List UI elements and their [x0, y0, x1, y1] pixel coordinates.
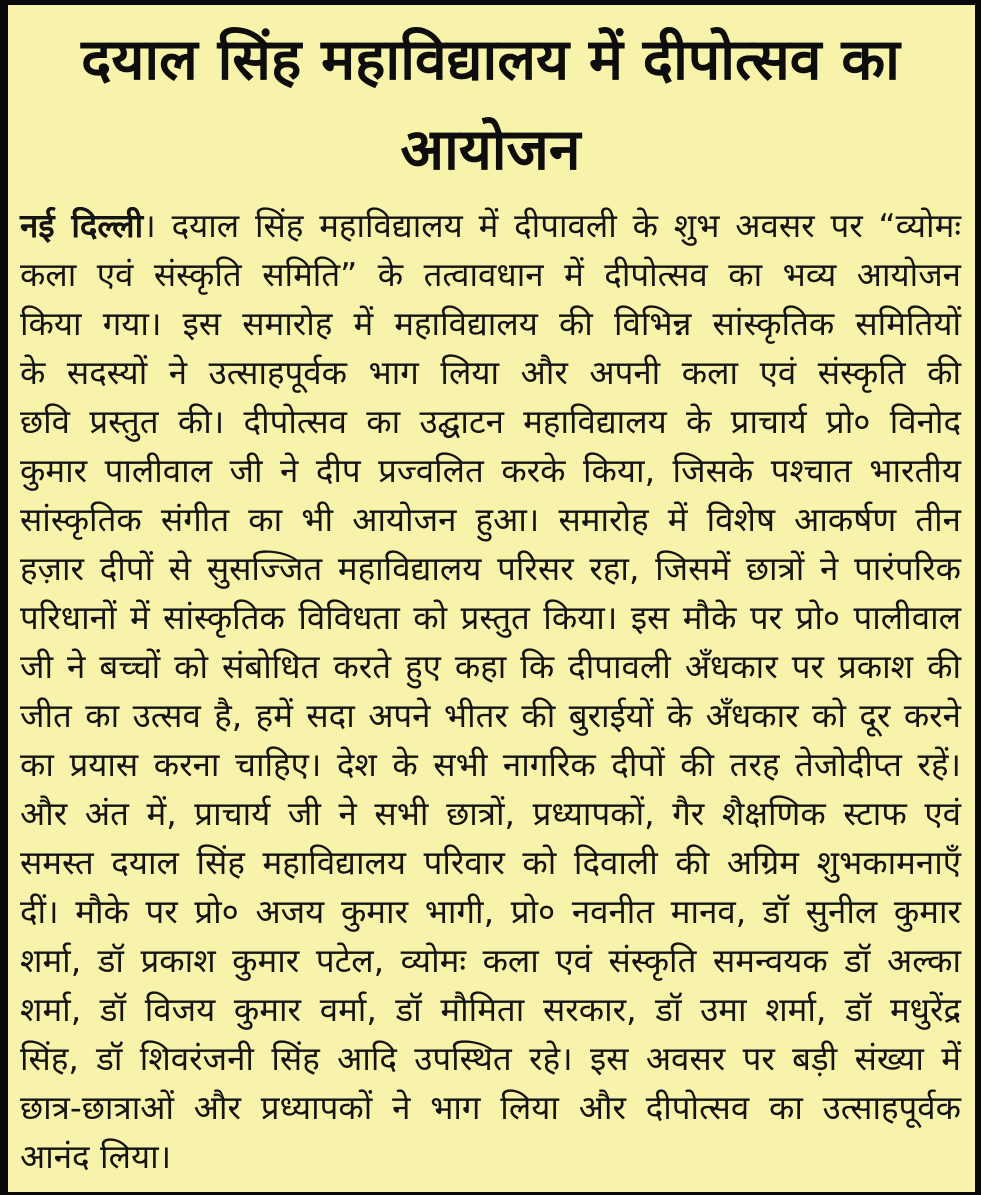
body-line: समस्त दयाल सिंह महाविद्यालय परिवार को दिवाली की अग्रिम शुभकामनाएँ: [20, 843, 961, 882]
body-line: का प्रयास करना चाहिए। देश के सभी नागरिक दीपों की तरह तेजोदीप्त रहें।: [20, 745, 961, 784]
body-line: सांस्कृतिक संगीत का भी आयोजन हुआ। समारोह में विशेष आकर्षण तीन: [20, 500, 961, 539]
body-line: के सदस्यों ने उत्साहपूर्वक भाग लिया और अपनी कला एवं संस्कृति की: [20, 353, 961, 392]
body-line: छात्र-छात्राओं और प्रध्यापकों ने भाग लिया और दीपोत्सव का उत्साहपूर्वक: [20, 1088, 961, 1127]
body-line: शर्मा, डॉ विजय कुमार वर्मा, डॉ मौमिता सरकार, डॉ उमा शर्मा, डॉ मधुरेंद्र: [20, 990, 961, 1029]
body-line: हज़ार दीपों से सुसज्जित महाविद्यालय परिसर रहा, जिसमें छात्रों ने पारंपरिक: [20, 549, 961, 588]
body-line: दीं। मौके पर प्रो० अजय कुमार भागी, प्रो० नवनीत मानव, डॉ सुनील कुमार: [20, 892, 961, 931]
body-line: और अंत में, प्राचार्य जी ने सभी छात्रों, प्रध्यापकों, गैर शैक्षणिक स्टाफ एवं: [20, 794, 961, 833]
body-line-text: । दयाल सिंह महाविद्यालय में दीपावली के शुभ अवसर पर “व्योमः: [143, 206, 961, 245]
body-line: किया गया। इस समारोह में महाविद्यालय की विभिन्न सांस्कृतिक समितियों: [20, 304, 961, 343]
dateline: नई दिल्ली: [20, 206, 144, 245]
body-line: सिंह, डॉ शिवरंजनी सिंह आदि उपस्थित रहे। इस अवसर पर बड़ी संख्या में: [20, 1039, 961, 1078]
body-line: छवि प्रस्तुत की। दीपोत्सव का उद्घाटन महाविद्यालय के प्राचार्य प्रो० विनोद: [20, 402, 961, 441]
body-line: शर्मा, डॉ प्रकाश कुमार पटेल, व्योमः कला एवं संस्कृति समन्वयक डॉ अल्का: [20, 941, 961, 980]
body-line: जी ने बच्चों को संबोधित करते हुए कहा कि दीपावली अँधकार पर प्रकाश की: [20, 647, 961, 686]
body-line: जीत का उत्सव है, हमें सदा अपने भीतर की बुराईयों के अँधकार को दूर करने: [20, 696, 961, 735]
article-body: [16, 201, 965, 1181]
body-line: [20, 201, 961, 250]
article-headline: दयाल सिंह महाविद्यालय में दीपोत्सव का आयोजन: [81, 27, 900, 183]
body-line: कला एवं संस्कृति समिति” के तत्वावधान में दीपोत्सव का भव्य आयोजन: [20, 255, 961, 294]
body-line: कुमार पालीवाल जी ने दीप प्रज्वलित करके किया, जिसके पश्चात भारतीय: [20, 451, 961, 490]
body-line: परिधानों में सांस्कृतिक विविधता को प्रस्तुत किया। इस मौके पर प्रो० पालीवाल: [20, 598, 961, 637]
body-line: आनंद लिया।: [20, 1137, 172, 1176]
